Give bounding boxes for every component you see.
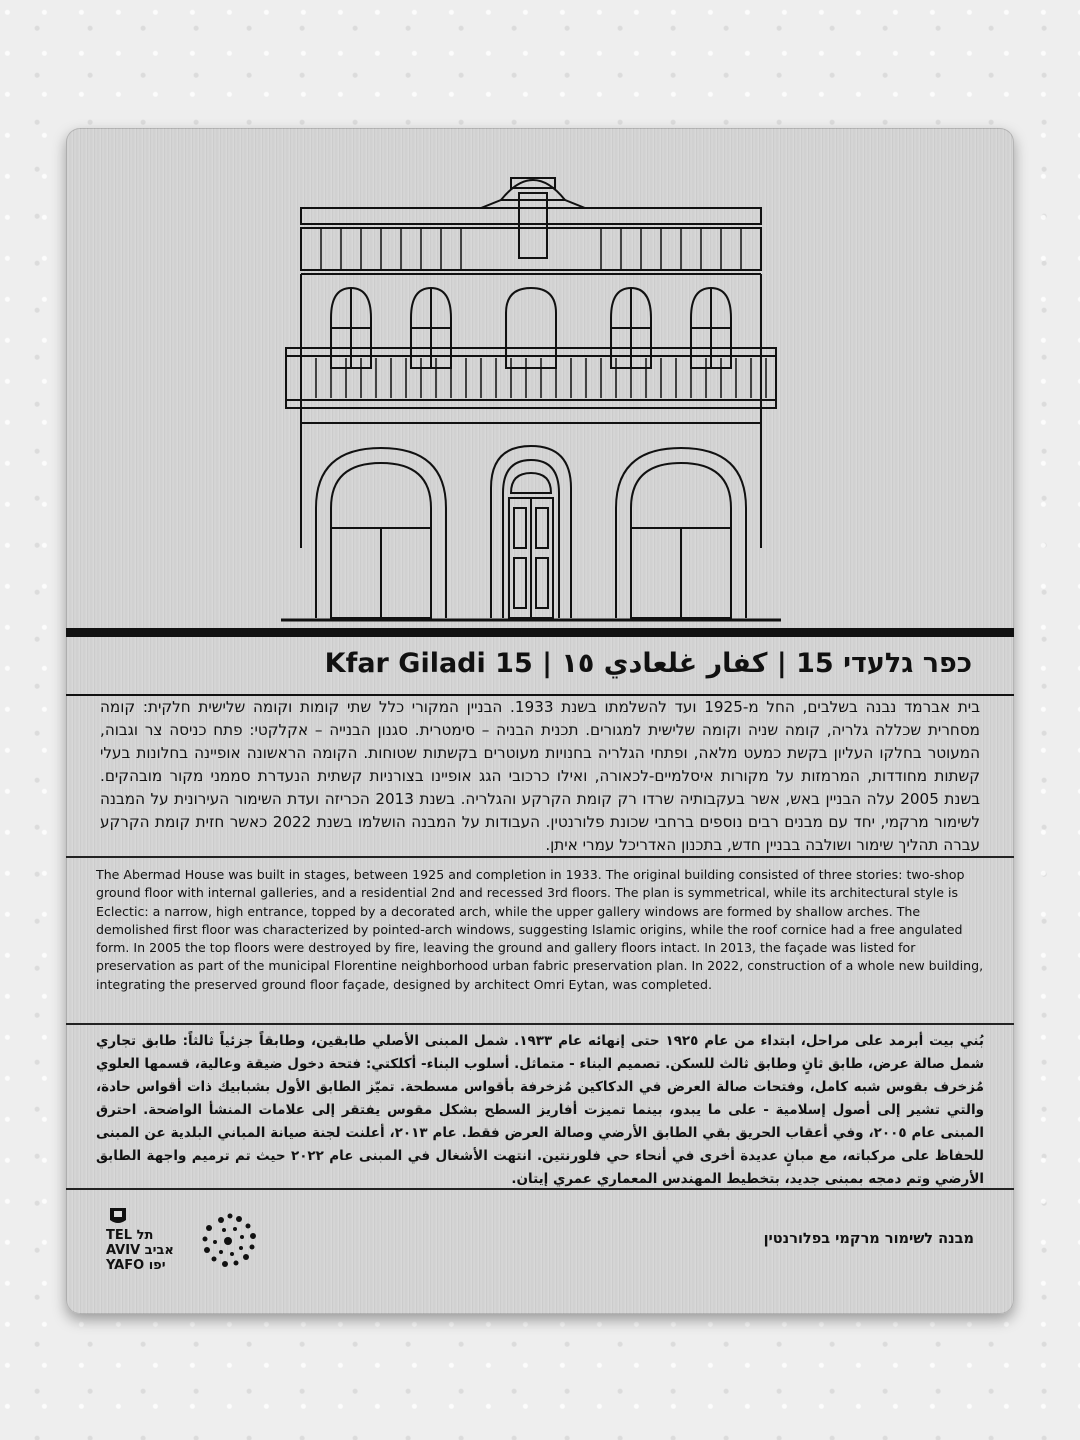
logo-hebrew-aviv: אביב [144, 1243, 174, 1258]
title-bar [66, 640, 1014, 696]
plaque-title: כפר גלעדי 15 | كفار غلعادي ١٥ | 15 Kfar Giladi [324, 648, 972, 679]
logo-hebrew-yafo: יפו [148, 1258, 166, 1273]
title-divider [66, 628, 1014, 637]
logo-hebrew-tel: תל [136, 1228, 154, 1243]
building-facade-drawing [271, 148, 791, 643]
english-description: The Abermad House was built in stages, between 1925 and completion in 1933. The original building consisted of three stories: two-shop ground floor with internal galleries, and a residential 2nd and recessed 3rd floors. The plan is symmetrical, while its architectural style is Eclectic: a narrow, high entrance, topped by a decorated arch, while the upper gallery windows are formed by shallow arches. The demolished first floor was characterized by pointed-arch windows, suggesting Islamic origins, while the roof cornice had a free angulated form. In 2005 the top floors were destroyed by fire, leaving the ground and gallery floors intact. In 2013, the façade was listed for preservation as part of the municipal Florentine neighborhood urban fabric preservation plan. In 2022, construction of a whole new building, integrating the preserved ground floor façade, designed by architect Omri Eytan, was completed. [96, 867, 984, 992]
arabic-description: بُني بيت أبرمد على مراحل، ابتداء من عام ١٩٢٥ حتى إنهائه عام ١٩٣٣. شمل المبنى الأصلي طابقين، وطابقاً جزئياً ثالثاً: طابق تجاري شمل صالة عرض، طابق ثانٍ وطابق ثالث للسكن. تصميم البناء - متماثل. أسلوب البناء- أكلكتي: فتحة دخول ضيقة وعالية، قسمها العلوي مُزخرف بقوس شبه كامل، وفتحات صالة العرض في الدكاكين مُزخرفة بأقواس مسطحة. تميّز الطابق الأول بشبابيك ذات أقواس حادة، والتي تشير إلى أصول إسلامية - على ما يبدو، بينما تميزت أفاريز السطح بشكل مقوس يفتقر إلى علامات المنشأ الواضحة. احترق المبنى عام ٢٠٠٥، وفي أعقاب الحريق بقي الطابق الأرضي وصالة العرض فقط. عام ٢٠١٣، أعلنت لجنة صيانة المباني البلدية عن المبنى للحفاظ على مركباته، مع مبانٍ عديدة أخرى في أنحاء حي فلورنتين. انتهت الأشغال في المبنى عام ٢٠٢٢ حيث تم ترميم واجهة الطابق الأرضي وتم دمجه بمبنى جديد، بتخطيط المهندس المعماري عمري إيتان. [96, 1033, 984, 1187]
section-divider-3 [66, 1188, 1014, 1190]
section-divider-1 [66, 856, 1014, 858]
logo-latin-aviv: AVIV [106, 1243, 141, 1258]
heritage-plaque [66, 128, 1014, 1314]
hebrew-description: בית אברמד נבנה בשלבים, החל מ-1925 ועד להשלמתו בשנת 1933. הבניין המקורי כלל שתי קומות וקומה שלישית חלקית: קומה מסחרית שכללה גלריה, קומה שניה וקומה שלישית למגורים. תכנית הבניה – סימטרית. סגנון הבנייה – אקלקטי: פתח כניסה צר וגבוה, המעוטר בחלקו העליון בקשת כמעט מלאה, ופתחי הגלריה בחנויות מעוטרים בקשתות שטוחות. הקומה הראשונה אופיינה בחלונות בעלי קשתות מחודדות, המרמזות על מקורות איסלמיים-לכאורה, ואילו כרכובי הגג אופיינו בצורניות קשתית הנעדרת סממני מקור מובהקים. בשנת 2005 עלה הבניין באש, אשר בעקבותיה שרדו רק קומת הקרקע והגלריה. בשנת 2013 הכריזה ועדת השימור העירונית על המבנה לשימור מרקמי, יחד עם מבנים רבים נוספים ברחבי שכונת פלורנטין. העבודות על המבנה הושלמו בשנת 2022 כאשר חזית קומת הקרקע עברה תהליך שימור ושולבה בבניין חדש, בתכנון האדריכל עמרי איתן. [100, 698, 980, 854]
logo-latin-tel: TEL [106, 1228, 133, 1243]
footer-caption: מבנה לשימור מרקמי בפלורנטין [763, 1231, 974, 1247]
tel-aviv-yafo-logo [106, 1206, 266, 1278]
section-divider-2 [66, 1023, 1014, 1025]
logo-latin-yafo: YAFO [106, 1258, 145, 1273]
